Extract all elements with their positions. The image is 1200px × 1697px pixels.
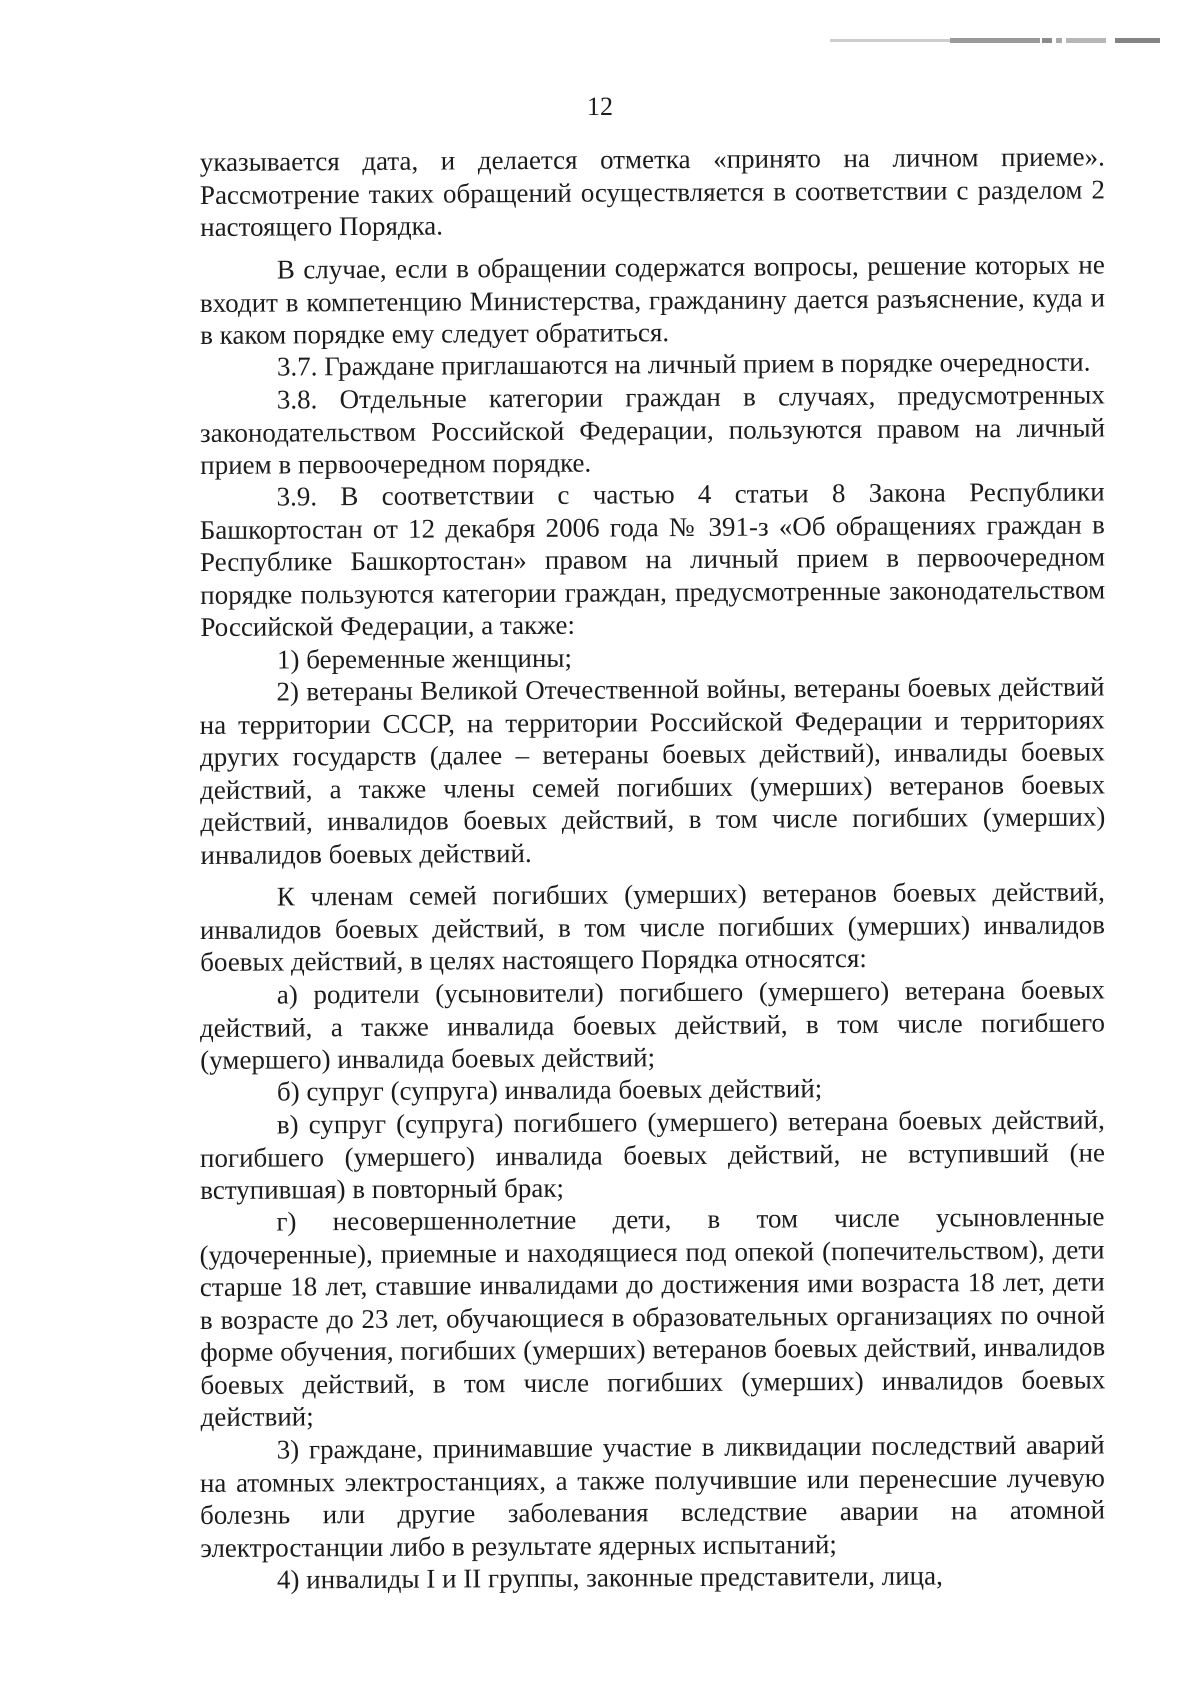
- list-item: б) супруг (супруга) инвалида боевых действий;: [276, 1073, 823, 1107]
- paragraph: 3.7. Граждане приглашаются на личный прием в порядке очередности.: [276, 346, 1091, 382]
- scan-edge-mark: [830, 38, 1160, 44]
- list-item: 4) инвалиды I и II группы, законные представители, лица,: [276, 1559, 943, 1595]
- paragraph: К членам семей погибших (умерших) ветеранов боевых действий, инвалидов боевых действий, в том числе погибших (умерших) инвалидов боевых действий, в целях настоящего Порядка относятся:: [199, 876, 1106, 977]
- document-body: [199, 141, 1106, 1596]
- list-item: в) супруг (супруга) погибшего (умершего) ветерана боевых действий, погибшего (умершего) инвалида боевых действий, не вступивший (не вступившая) в повторный брак;: [199, 1103, 1106, 1205]
- list-item: 2) ветераны Великой Отечественной войны, ветераны боевых действий на территории СССР, на территории Российской Федерации и территориях других государств (далее – ветераны боевых действий), инвалиды боевых действий, а также члены семей погибших (умерших) ветеранов боевых действий, инвалидов боевых действий, в том числе погибших (умерших) инвалидов боевых действий.: [199, 671, 1106, 870]
- list-item: 1) беременные женщины;: [276, 642, 573, 675]
- page-number: 12: [587, 92, 613, 121]
- list-item: а) родители (усыновители) погибшего (умершего) ветерана боевых действий, а также инвалида боевых действий, в том числе погибшего (умершего) инвалида боевых действий;: [199, 973, 1106, 1075]
- paragraph: 3.8. Отдельные категории граждан в случаях, предусмотренных законодательством Российской Федерации, пользуются правом на личный прием в первоочередном порядке.: [199, 378, 1106, 480]
- paragraph: указывается дата, и делается отметка «принято на личном приеме». Рассмотрение таких обращений осуществляется в соответствии с разделом 2 настоящего Порядка.: [199, 141, 1106, 242]
- list-item: 3) граждане, принимавшие участие в ликвидации последствий аварий на атомных электростанциях, а также получившие или перенесшие лучевую болезнь или другие заболевания вследствие аварии на атомной электростанции либо в результате ядерных испытаний;: [199, 1428, 1106, 1562]
- paragraph: 3.9. В соответствии с частью 4 статьи 8 Закона Республики Башкортостан от 12 декабря 2006 года № 391-з «Об обращениях граждан в Республике Башкортостан» правом на личный прием в первоочередном порядке пользуются категории граждан, предусмотренные законодательством Российской Федерации, а также:: [199, 476, 1106, 642]
- paragraph: В случае, если в обращении содержатся вопросы, решение которых не входит в компетенцию Министерства, гражданину дается разъяснение, куда и в каком порядке ему следует обратиться.: [199, 248, 1106, 350]
- list-item: г) несовершеннолетние дети, в том числе усыновленные (удочеренные), приемные и находящиеся под опекой (попечительством), дети старше 18 лет, ставшие инвалидами до достижения ими возраста 18 лет, дети в возрасте до 23 лет, обучающиеся в образовательных организациях по очной форме обучения, погибших (умерших) ветеранов боевых действий, инвалидов боевых действий, в том числе погибших (умерших) инвалидов боевых действий;: [199, 1201, 1106, 1432]
